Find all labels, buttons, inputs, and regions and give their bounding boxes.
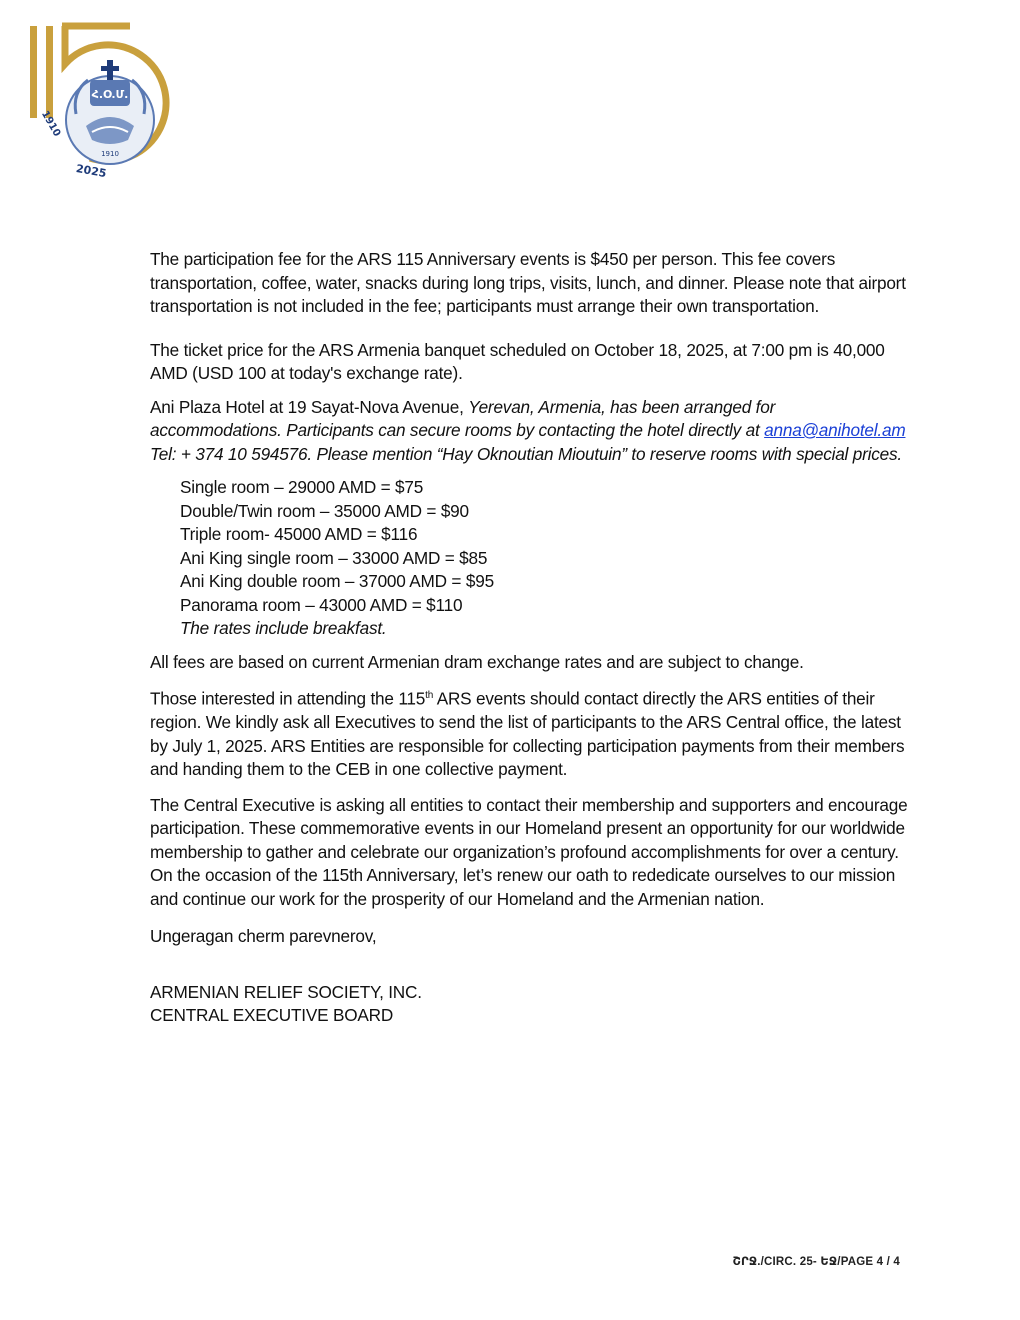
year-start: 1910	[38, 109, 63, 139]
room-rate-item: Single room – 29000 AMD = $75	[180, 477, 424, 497]
closing-greeting: Ungeragan cherm parevnerov,	[150, 926, 377, 947]
page-reference: ՇՐՋ./CIRC. 25- ԵՋ/PAGE 4 / 4	[732, 1256, 900, 1268]
fees-note-paragraph: All fees are based on current Armenian dram exchange rates and are subject to change.	[150, 651, 804, 672]
banquet-paragraph: The ticket price for the ARS Armenia banquet scheduled on October 18, 2025, at 7:00 pm is 40,000 AMD (USD 100 at today's exchange rate).	[150, 339, 885, 383]
letter-body	[150, 248, 910, 1028]
central-executive-paragraph: The Central Executive is asking all entities to contact their membership and supporters and encourage participation. These commemorative events in our Homeland present an opportunity for our worldwide membership to gather and celebrate our organization’s profound accomplishments for over a century. On the occasion of the 115th Anniversary, let’s renew our oath to rededicate ourselves to our mission and continue our work for the prosperity of our Homeland and the Armenian nation.	[150, 794, 908, 909]
contact-paragraph: Those interested in attending the 115th ARS events should contact directly the ARS entities of their region. We kindly ask all Executives to send the list of participants to the ARS Central office, the latest by July 1, 2025. ARS Entities are responsible for collecting participation payments from their members and handing them to the CEB in one collective payment.	[150, 688, 905, 780]
signature-line-2: CENTRAL EXECUTIVE BOARD	[150, 1005, 394, 1026]
room-rate-item: Ani King single room – 33000 AMD = $85	[180, 547, 488, 568]
rates-note: The rates include breakfast.	[180, 618, 387, 638]
year-end: 2025	[74, 162, 108, 181]
hotel-paragraph: Ani Plaza Hotel at 19 Sayat-Nova Avenue, Yerevan, Armenia, has been arranged for accommodations. Participants can secure rooms by contacting the hotel directly at anna@anihotel.am Tel: + 374 10 594576. Please mention “Hay Oknoutian Mioutuin” to reserve rooms with special prices.	[150, 396, 906, 464]
room-rate-item: Double/Twin room – 35000 AMD = $90	[180, 500, 469, 521]
participation-fee-paragraph: The participation fee for the ARS 115 Anniversary events is $450 per person. This fee covers transportation, coffee, water, snacks during long trips, visits, lunch, and dinner. Please note that airport transportation is not included in the fee; participants must arrange their own transportation.	[150, 249, 906, 316]
svg-text:1910: 1910	[101, 150, 119, 158]
hotel-email-link[interactable]: anna@anihotel.am	[764, 420, 906, 440]
signature-line-1: ARMENIAN RELIEF SOCIETY, INC.	[150, 981, 422, 1002]
ars-115-logo	[28, 22, 178, 182]
room-rate-item: Ani King double room – 37000 AMD = $95	[180, 571, 494, 591]
room-rate-item: Panorama room – 43000 AMD = $110	[180, 594, 463, 615]
room-rate-item: Triple room- 45000 AMD = $116	[180, 524, 418, 544]
badge-letters: Հ.Օ.Մ.	[91, 88, 129, 101]
room-rates-list	[180, 476, 910, 641]
